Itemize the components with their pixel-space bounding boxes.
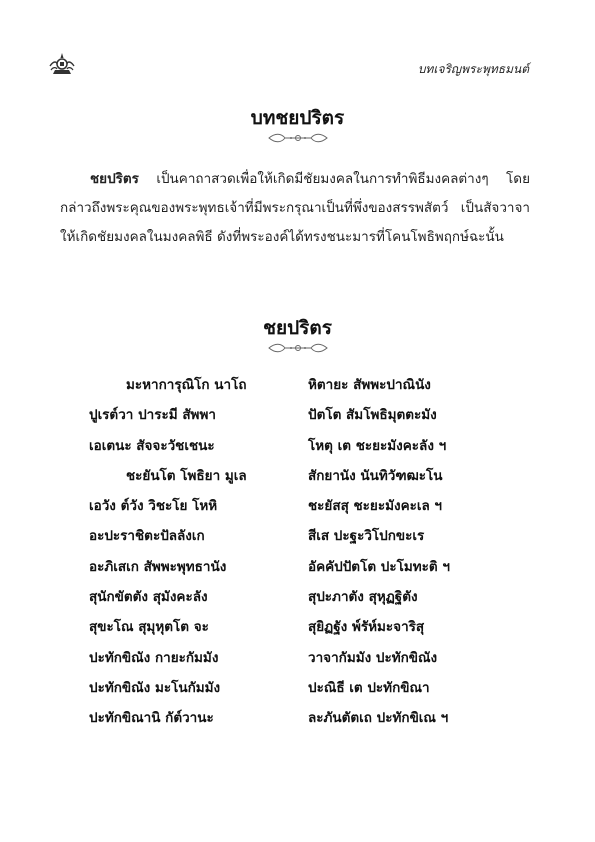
verse-row	[0, 434, 595, 464]
verse-left: อะปะราชิตะปัลลังเก	[89, 528, 205, 545]
verse-left: เอวัง ต์วัง วิชะโย โหหิ	[89, 498, 218, 515]
divider-ornament-icon	[0, 342, 595, 354]
verse-right: โหตุ เต ชะยะมังคะลัง ฯ	[308, 437, 447, 454]
verse-left: เอเตนะ สัจจะวัชเชนะ	[89, 437, 215, 454]
running-head: บทเจริญพระพุทธมนต์	[417, 62, 529, 76]
verse-row	[0, 646, 595, 676]
verse-right: ชะยัสสุ ชะยะมังคะเล ฯ	[308, 498, 443, 515]
verse-left: ชะยันโต โพธิยา มูเล	[126, 467, 247, 484]
verse-right: สีเส ปะฐะวิโปกขะเร	[308, 528, 425, 545]
verse-left: ปะทักขิณัง มะโนกัมมัง	[89, 679, 221, 696]
verse-row	[0, 555, 595, 585]
verse-left: ปะทักขิณัง กายะกัมมัง	[89, 649, 219, 666]
verse-right: หิตายะ สัพพะปาณินัง	[308, 377, 431, 393]
verse-row	[0, 464, 595, 494]
verse-left: สุนักขัตตัง สุมังคะลัง	[89, 589, 208, 606]
verse-list	[0, 373, 595, 737]
verse-left: อะภิเสเก สัพพะพุทธานัง	[89, 558, 227, 575]
royal-emblem-icon	[47, 50, 77, 80]
verse-row	[0, 676, 595, 706]
intro-lead-term: ชยปริตร	[90, 171, 139, 187]
verse-row	[0, 373, 595, 403]
verse-row	[0, 524, 595, 554]
verse-right: ละภันตัตเถ ปะทักขิเณ ฯ	[308, 710, 449, 727]
verse-left: มะหาการุณิโก นาโถ	[126, 377, 247, 393]
verse-row	[0, 494, 595, 524]
verse-right: สักยานัง นันทิวัฑฒะโน	[308, 467, 443, 484]
verse-title: ชยปริตร	[263, 317, 332, 339]
divider-ornament-icon	[0, 132, 595, 144]
verse-left: ปูเรต์วา ปาระมี สัพพา	[89, 407, 216, 424]
intro-body-text: เป็นคาถาสวดเพื่อให้เกิดมีชัยมงคลในการทำพิธีมงคลต่างๆ โดยกล่าวถึงพระคุณของพระพุทธเจ้าที่มีพระกรุณาเป็นที่พึ่งของสรรพสัตว์ เป็นสัจวาจาให้เกิดชัยมงคลในมงคลพิธี ดังที่พระองค์ได้ทรงชนะมารที่โคนโพธิพฤกษ์ฉะนั้น	[60, 171, 530, 245]
verse-row	[0, 706, 595, 736]
section-title: บทชยปริตร	[250, 107, 345, 129]
verse-left: สุขะโณ สุมุหุตโต จะ	[89, 619, 209, 636]
intro-paragraph	[60, 165, 530, 252]
verse-row	[0, 615, 595, 645]
verse-right: สุยิฏฐัง พ์รัห์มะจาริสุ	[308, 619, 425, 636]
verse-row	[0, 585, 595, 615]
verse-right: อัคคัปปัตโต ปะโมทะติ ฯ	[308, 558, 450, 575]
verse-right: วาจากัมมัง ปะทักขิณัง	[308, 649, 438, 666]
verse-right: สุปะภาตัง สุหุฏฐิตัง	[308, 589, 418, 606]
verse-right: ปะณิธี เต ปะทักขิณา	[308, 679, 430, 696]
verse-left: ปะทักขิณานิ กัต์วานะ	[89, 710, 214, 727]
verse-right: ปัตโต สัมโพธิมุตตะมัง	[308, 407, 437, 424]
verse-row	[0, 403, 595, 433]
